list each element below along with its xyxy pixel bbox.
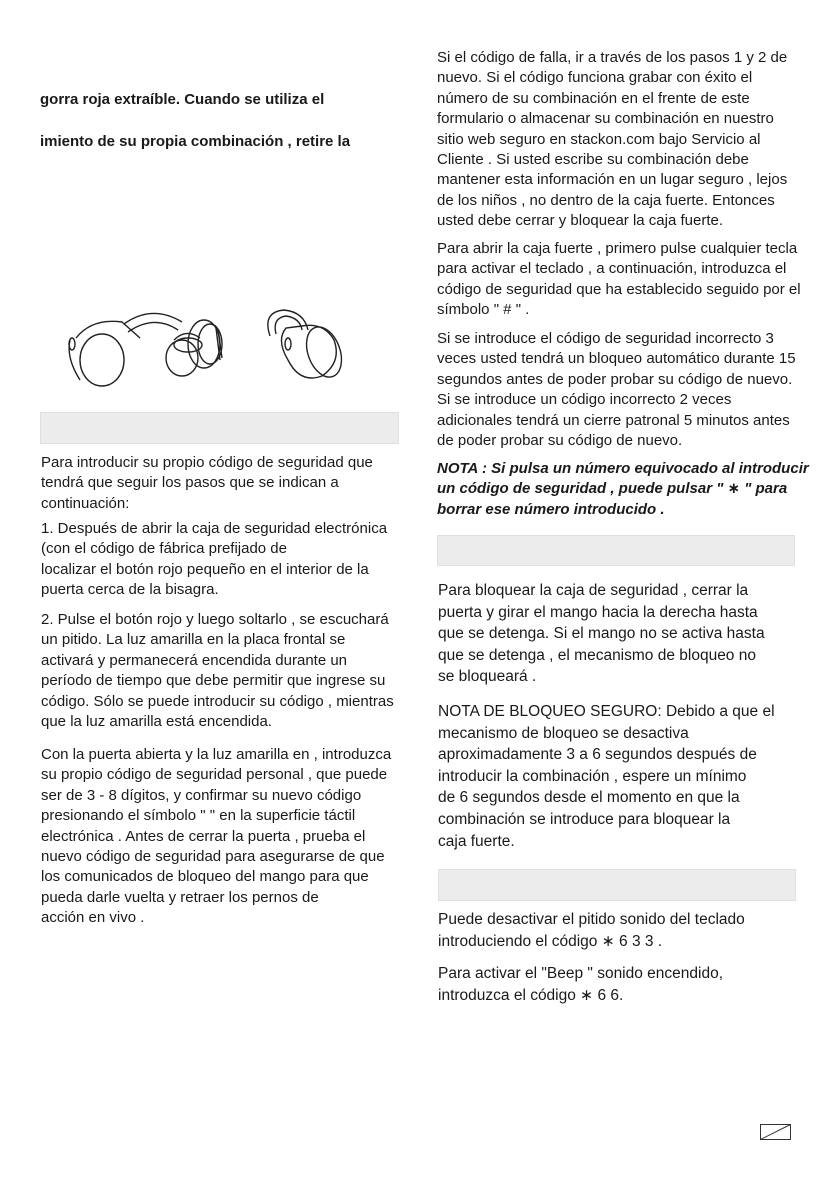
text-line: 1. Después de abrir la caja de seguridad electrónica (41, 520, 388, 537)
section-header-bar (40, 412, 399, 444)
text-line: localizar el botón rojo pequeño en el interior de la (41, 560, 369, 578)
text-line: continuación: (41, 494, 130, 512)
section-header-bar (438, 869, 796, 901)
text-line: los comunicados de bloqueo del mango para que (41, 868, 369, 886)
intro-line-1: gorra roja extraíble. Cuando se utiliza el (40, 91, 325, 108)
step-3 (41, 745, 391, 929)
text-line: usted debe cerrar y bloquear la caja fuerte. (437, 212, 724, 230)
intro-line-2: imiento de su propia combinación , retire la (40, 133, 351, 150)
open-safe-paragraph (437, 239, 801, 321)
text-line: código de seguridad que ha establecido seguido por el (437, 280, 801, 298)
page-mark-icon (760, 1124, 791, 1140)
text-line: formulario o almacenar su combinación en nuestro (437, 110, 774, 128)
text-line: código. Sólo se puede introducir su código , mientras (41, 692, 394, 710)
beep-on-paragraph (438, 963, 723, 1006)
text-line: segundos antes de poder probar su código de nuevo. (437, 370, 793, 388)
text-line: un código de seguridad , puede pulsar " ∗ " para (437, 480, 788, 498)
text-line: mantener esta información en un lugar seguro , lejos (437, 171, 788, 189)
text-line: nuevo. Si el código funciona grabar con éxito el (437, 69, 753, 87)
text-line: símbolo " # " . (437, 301, 530, 319)
text-line: tendrá que seguir los pasos que se indican a (41, 474, 339, 492)
text-line: introduzca el código ∗ 6 6. (438, 986, 624, 1004)
text-line: Para bloquear la caja de seguridad , cerrar la (438, 582, 749, 599)
lock-safe-paragraph (438, 580, 765, 688)
red-cap-illustration (62, 300, 352, 388)
text-line: veces usted tendrá un bloqueo automático durante 15 (437, 350, 796, 368)
text-line: un pitido. La luz amarilla en la placa frontal se (41, 631, 346, 649)
text-line: Si se introduce un código incorrecto 2 veces (437, 391, 732, 409)
text-line: (con el código de fábrica prefijado de (41, 540, 287, 558)
text-line: 2. Pulse el botón rojo y luego soltarlo , se escuchará (41, 611, 389, 628)
text-line: Si el código de falla, ir a través de los pasos 1 y 2 de (437, 49, 788, 66)
section-header-bar (437, 535, 795, 566)
text-line: Si se introduce el código de seguridad incorrecto 3 (437, 330, 774, 347)
text-line: Cliente . Si usted escribe su combinación debe (437, 151, 749, 169)
text-line: Para introducir su propio código de seguridad que (41, 454, 373, 471)
text-line: puerta y girar el mango hacia la derecha hasta (438, 603, 758, 621)
nota-paragraph (437, 459, 809, 520)
text-line: su propio código de seguridad personal , que puede (41, 766, 388, 784)
text-line: presionando el símbolo " " en la superficie táctil (41, 807, 356, 825)
text-line: de los niños , no dentro de la caja fuerte. Entonces (437, 191, 775, 209)
text-line: nuevo código de seguridad para asegurarse de que (41, 848, 385, 866)
text-line: activará y permanecerá encendida durante un (41, 651, 348, 669)
text-line: puerta cerca de la bisagra. (41, 581, 219, 599)
text-line: sitio web seguro en stackon.com bajo Servicio al (437, 130, 761, 148)
text-line: Para abrir la caja fuerte , primero pulse cualquier tecla (437, 240, 798, 257)
beep-off-paragraph (438, 909, 745, 952)
text-line: ser de 3 - 8 dígitos, y confirmar su nuevo código (41, 786, 362, 804)
text-line: de 6 segundos desde el momento en que la (438, 789, 740, 807)
text-line: NOTA : Si pulsa un número equivocado al introducir (437, 460, 809, 477)
text-line: para activar el teclado , a continuación, introduzca el (437, 260, 787, 278)
text-line: borrar ese número introducido . (437, 500, 665, 518)
text-line: NOTA DE BLOQUEO SEGURO: Debido a que el (438, 703, 775, 720)
lockout-paragraph (437, 329, 796, 451)
text-line: que se detenga , el mecanismo de bloqueo no (438, 646, 756, 664)
step-2 (41, 610, 394, 732)
text-line: combinación se introduce para bloquear la (438, 810, 731, 828)
text-line: aproximadamente 3 a 6 segundos después de (438, 746, 757, 764)
secure-lock-note (438, 701, 775, 852)
text-line: que la luz amarilla está encendida. (41, 713, 272, 731)
text-line: de poder probar su código de nuevo. (437, 432, 683, 450)
text-line: pueda darle vuelta y retraer los pernos de (41, 888, 319, 906)
text-line: Para activar el "Beep " sonido encendido, (438, 965, 724, 982)
text-line: adicionales tendrá un cierre patronal 5 minutos antes (437, 411, 790, 429)
step-1 (41, 519, 387, 601)
text-line: caja fuerte. (438, 832, 515, 850)
text-line: período de tiempo que debe permitir que ingrese su (41, 672, 386, 690)
text-line: mecanismo de bloqueo se desactiva (438, 724, 689, 742)
text-line: Con la puerta abierta y la luz amarilla en , introduzca (41, 746, 392, 763)
test-code-paragraph (437, 48, 787, 232)
text-line: introducir la combinación , espere un mínimo (438, 767, 747, 785)
text-line: número de su combinación en el frente de este (437, 89, 750, 107)
setup-intro (41, 453, 373, 514)
text-line: introduciendo el código ∗ 6 3 3 . (438, 932, 663, 950)
text-line: Puede desactivar el pitido sonido del teclado (438, 911, 745, 928)
text-line: acción en vivo . (41, 909, 145, 927)
text-line: electrónica . Antes de cerrar la puerta , prueba el (41, 827, 366, 845)
text-line: se bloqueará . (438, 668, 537, 686)
text-line: que se detenga. Si el mango no se activa hasta (438, 625, 765, 643)
